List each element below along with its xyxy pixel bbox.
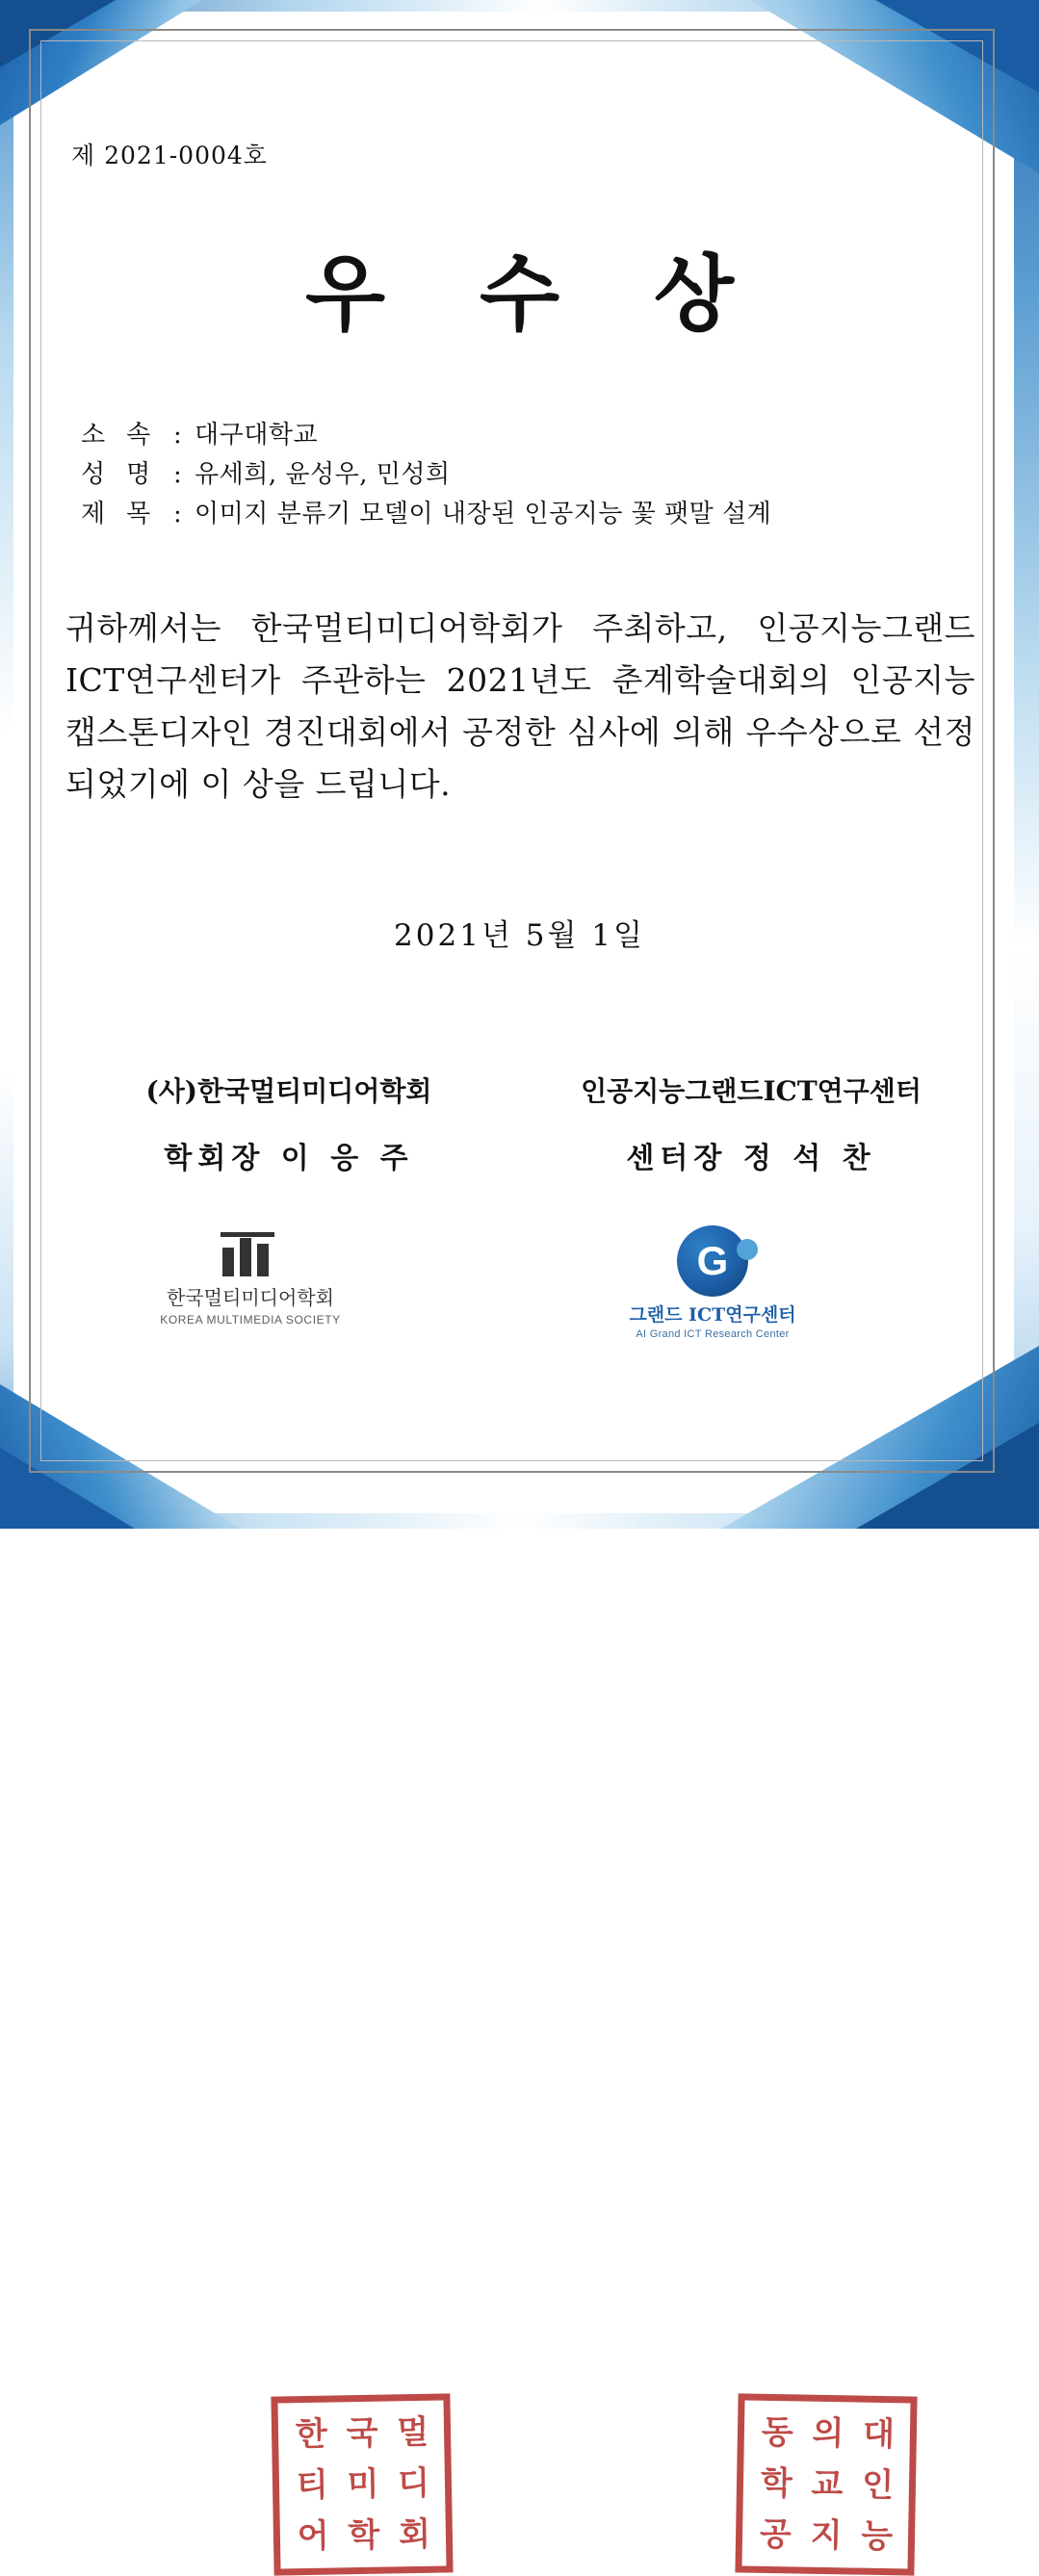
signature-block-society: [63, 1070, 515, 1176]
bars-logo-icon: [221, 1232, 280, 1276]
seal-char: 대: [862, 2414, 894, 2455]
field-project-title-colon: :: [173, 500, 182, 528]
seal-char: 미: [347, 2464, 377, 2505]
field-project-title-label: 제목: [81, 500, 172, 528]
award-title: 우 수 상: [304, 245, 767, 343]
field-affiliation-value: 대구대학교: [195, 421, 319, 450]
seal-char: 인: [861, 2465, 893, 2506]
field-names-colon: :: [173, 460, 182, 489]
seal-char: 한: [295, 2414, 326, 2455]
g-circle-icon: G: [677, 1225, 748, 1297]
ai-grand-ict-logo: [602, 1225, 823, 1340]
ai-logo-name-ko: 그랜드 ICT연구센터: [629, 1304, 796, 1326]
recipient-fields: [81, 416, 771, 534]
kms-logo-name-ko: 한국멀티미디어학회: [167, 1286, 334, 1309]
signature-block-center: [525, 1070, 977, 1176]
seal-char: 능: [860, 2516, 892, 2556]
seal-char: 국: [346, 2414, 377, 2454]
kms-logo: [154, 1232, 347, 1327]
official-seal-society: [271, 2393, 453, 2575]
seal-char: 교: [811, 2464, 842, 2505]
signature-organization-society: (사)한국멀티미디어학회: [145, 1075, 432, 1107]
field-affiliation-colon: :: [173, 421, 182, 450]
field-names-label: 성명: [81, 460, 172, 489]
seal-char: 학: [760, 2463, 792, 2504]
seal-char: 멀: [396, 2413, 428, 2453]
logo-row: [0, 1198, 1039, 2556]
seal-char: 동: [761, 2413, 792, 2453]
document-number: 제 2021-0004호: [71, 142, 268, 169]
citation-body-text: 귀하께서는 한국멀티미디어학회가 주최하고, 인공지능그랜드 ICT연구센터가 주관하는 2021년도 춘계학술대회의 인공지능 캡스톤디자인 경진대회에서 공정한 심사에 의해 우수상으로 선정되었기에 이 상을 드립니다.: [65, 609, 975, 803]
field-project-title-value: 이미지 분류기 모델이 내장된 인공지능 꽃 팻말 설계: [195, 500, 772, 528]
signature-organization-center: 인공지능그랜드ICT연구센터: [581, 1075, 922, 1107]
field-names: [81, 455, 771, 495]
official-seal-center: [735, 2393, 917, 2575]
seal-char: 티: [296, 2465, 327, 2506]
seal-char: 어: [297, 2516, 328, 2556]
field-project-title: [81, 495, 771, 534]
field-names-value: 유세희, 윤성우, 민성희: [195, 460, 451, 489]
seal-char: 공: [759, 2514, 791, 2554]
signature-person-center: 센터장 정 석 찬: [626, 1142, 876, 1175]
field-affiliation: [81, 416, 771, 455]
signature-person-society: 학회장 이 응 주: [164, 1142, 414, 1175]
seal-char: 디: [397, 2463, 429, 2504]
signature-row: [58, 1070, 982, 1176]
seal-char: 의: [812, 2414, 843, 2454]
kms-logo-name-en: KOREA MULTIMEDIA SOCIETY: [160, 1313, 341, 1327]
seal-char: 회: [398, 2514, 429, 2554]
seal-char: 학: [348, 2515, 378, 2555]
field-affiliation-label: 소속: [81, 421, 172, 450]
issue-date: 2021년 5월 1일: [394, 918, 645, 953]
ai-logo-name-en: AI Grand ICT Research Center: [636, 1328, 790, 1340]
seal-char: 지: [810, 2515, 841, 2555]
